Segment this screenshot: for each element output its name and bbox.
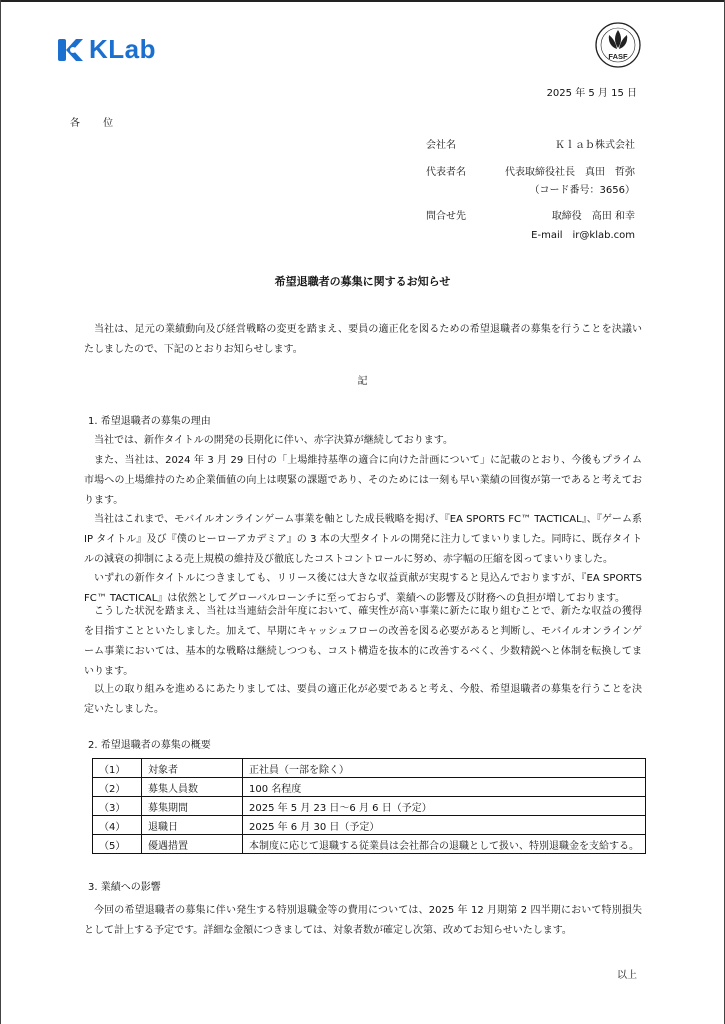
row-value: 正社員（一部を除く） bbox=[243, 759, 646, 778]
contact-label: 問合せ先 bbox=[426, 211, 466, 222]
row-label: 対象者 bbox=[142, 759, 243, 778]
section1-paragraph: 当社では、新作タイトルの開発の長期化に伴い、赤字決算が継続しております。 bbox=[94, 435, 453, 446]
klab-logo bbox=[56, 34, 156, 65]
closing-mark: 以上 bbox=[617, 970, 637, 981]
section1-paragraph: 以上の取り組みを進めるにあたりましては、要員の適正化が必要であると考え、今般、希望退職者の募集を行うことを決定いたしました。 bbox=[84, 684, 642, 715]
section1-paragraph: 当社はこれまで、モバイルオンラインゲーム事業を軸とした成長戦略を掲げ、『EA SPORTS FC™ TACTICAL』、『ゲーム系 IP タイトル』及び『僕のヒーローアカデミア』の 3 本の大型タイトルの開発に注力してまいりました。同時に、既存タイトルの減衰の抑制による売上規模の維持及び徹底したコストコントロールに努め、赤字幅の圧縮を図ってまいりました。 bbox=[84, 514, 642, 565]
row-value: 2025 年 6 月 30 日（予定） bbox=[243, 816, 646, 835]
section1-heading: 1. 希望退職者の募集の理由 bbox=[88, 416, 211, 427]
section2-heading: 2. 希望退職者の募集の概要 bbox=[88, 740, 211, 751]
intro-paragraph: 当社は、足元の業績動向及び経営戦略の変更を踏まえ、要員の適正化を図るための希望退職者の募集を行うことを決議いたしましたので、下記のとおりお知らせします。 bbox=[84, 324, 642, 355]
release-date: 2025 年 5 月 15 日 bbox=[546, 88, 637, 99]
page-border-top bbox=[0, 0, 725, 2]
contact-email: E-mail ir@klab.com bbox=[531, 230, 635, 241]
row-value: 2025 年 5 月 23 日～6 月 6 日（予定） bbox=[243, 797, 646, 816]
row-number: （5） bbox=[93, 835, 142, 854]
table-row bbox=[93, 759, 646, 778]
company-name: Ｋｌａｂ株式会社 bbox=[555, 140, 635, 151]
section1-paragraph: こうした状況を踏まえ、当社は当連結会計年度において、確実性が高い事業に新たに取り組むことで、新たな収益の獲得を目指すことといたしました。加えて、早期にキャッシュフローの改善を図る必要があると判断し、モバイルオンラインゲーム事業においては、基本的な戦略は継続しつつも、コスト構造を抜本的に改善するべく、少数精鋭へと体制を転換してまいります。 bbox=[84, 606, 642, 677]
table-row bbox=[93, 816, 646, 835]
table-row bbox=[93, 778, 646, 797]
addressee: 各 位 bbox=[70, 118, 124, 129]
row-number: （4） bbox=[93, 816, 142, 835]
representative-label: 代表者名 bbox=[426, 167, 466, 178]
row-label: 退職日 bbox=[142, 816, 243, 835]
section3-heading: 3. 業績への影響 bbox=[88, 882, 161, 893]
table-row bbox=[93, 835, 646, 854]
svg-text:FASF: FASF bbox=[608, 52, 628, 61]
row-label: 募集人員数 bbox=[142, 778, 243, 797]
row-label: 募集期間 bbox=[142, 797, 243, 816]
row-label: 優遇措置 bbox=[142, 835, 243, 854]
section1-paragraph: いずれの新作タイトルにつきましても、リリース後には大きな収益貢献が実現すると見込んでおりますが、『EA SPORTS FC™ TACTICAL』は依然としてグローバルローンチに至っておらず、業績への影響及び財務への負担が増しております。 bbox=[84, 573, 642, 604]
stock-code: （コード番号：3656） bbox=[529, 185, 635, 196]
overview-table bbox=[92, 758, 646, 854]
company-label: 会社名 bbox=[426, 140, 456, 151]
row-number: （3） bbox=[93, 797, 142, 816]
table-row bbox=[93, 797, 646, 816]
row-number: （2） bbox=[93, 778, 142, 797]
section1-paragraph: また、当社は、2024 年 3 月 29 日付の「上場維持基準の適合に向けた計画について」に記載のとおり、今後もプライム市場への上場維持のため企業価値の向上は喫緊の課題であり、そのためには一刻も早い業績の回復が第一であると考えております。 bbox=[84, 455, 642, 506]
row-number: （1） bbox=[93, 759, 142, 778]
section3-paragraph: 今回の希望退職者の募集に伴い発生する特別退職金等の費用については、2025 年 12 月期第 2 四半期において特別損失として計上する予定です。詳細な金額につきましては、対象者数が確定し次第、改めてお知らせいたします。 bbox=[84, 905, 642, 936]
row-value: 本制度に応じて退職する従業員は会社都合の退職として扱い、特別退職金を支給する。 bbox=[243, 835, 646, 854]
fasf-seal bbox=[594, 21, 642, 69]
logo-text: KLab bbox=[89, 34, 156, 64]
ki-mark: 記 bbox=[357, 376, 368, 387]
representative-name: 代表取締役社長 真田 哲弥 bbox=[505, 167, 635, 178]
row-value: 100 名程度 bbox=[243, 778, 646, 797]
page-border-left bbox=[0, 0, 1, 1024]
document-title: 希望退職者の募集に関するお知らせ bbox=[274, 275, 451, 288]
contact-person: 取締役 高田 和幸 bbox=[551, 211, 635, 222]
klab-logo-icon bbox=[56, 36, 84, 64]
